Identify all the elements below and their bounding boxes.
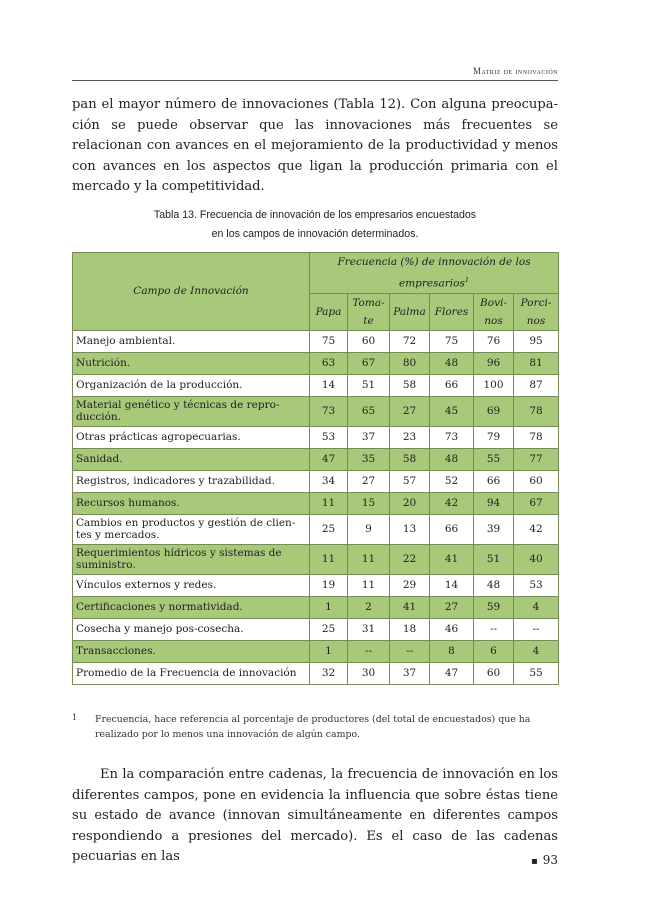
row-value: 67 <box>514 492 559 514</box>
row-value: 100 <box>474 374 514 396</box>
table-row <box>73 352 559 374</box>
table-row <box>73 396 559 426</box>
row-value: -- <box>474 618 514 640</box>
column-header: Palma <box>390 293 430 330</box>
table-row <box>73 514 559 544</box>
row-value: 14 <box>430 574 474 596</box>
row-label: Registros, indicadores y trazabilidad. <box>73 470 310 492</box>
row-value: 23 <box>390 426 430 448</box>
row-value: 96 <box>474 352 514 374</box>
row-label: Cambios en productos y gestión de clientes y mercados. <box>73 514 310 544</box>
row-value: 58 <box>390 374 430 396</box>
row-value: 73 <box>310 396 348 426</box>
row-value: 27 <box>390 396 430 426</box>
row-value: 46 <box>430 618 474 640</box>
row-value: 2 <box>348 596 390 618</box>
row-value: 18 <box>390 618 430 640</box>
table-row <box>73 596 559 618</box>
row-value: 48 <box>430 448 474 470</box>
table-row <box>73 544 559 574</box>
row-value: 20 <box>390 492 430 514</box>
row-value: 11 <box>310 544 348 574</box>
row-value: 13 <box>390 514 430 544</box>
row-value: 45 <box>430 396 474 426</box>
row-value: 80 <box>390 352 430 374</box>
row-value: 42 <box>430 492 474 514</box>
row-value: 77 <box>514 448 559 470</box>
row-value: 78 <box>514 396 559 426</box>
row-value: 9 <box>348 514 390 544</box>
row-label: Otras prácticas agropecuarias. <box>73 426 310 448</box>
row-value: 75 <box>430 330 474 352</box>
row-value: 32 <box>310 662 348 684</box>
row-value: 1 <box>310 640 348 662</box>
column-header: Porci- nos <box>514 293 559 330</box>
body-paragraph-top: pan el mayor número de innovaciones (Tabla 12). Con alguna preocupación se puede observar que las innovaciones más frecuentes se relacionan con avances en el mejoramiento de la productividad y menos con avances en los aspectos que ligan la producción primaria con el mercado y la competitividad. <box>72 97 558 194</box>
row-value: 53 <box>310 426 348 448</box>
row-label: Manejo ambiental. <box>73 330 310 352</box>
row-value: 53 <box>514 574 559 596</box>
row-label: Promedio de la Frecuencia de innovación <box>73 662 310 684</box>
row-value: 34 <box>310 470 348 492</box>
row-value: 37 <box>348 426 390 448</box>
row-value: 51 <box>348 374 390 396</box>
table-row <box>73 330 559 352</box>
row-value: 47 <box>430 662 474 684</box>
row-value: 95 <box>514 330 559 352</box>
row-value: 39 <box>474 514 514 544</box>
row-value: 60 <box>514 470 559 492</box>
row-value: 60 <box>474 662 514 684</box>
running-head: Matriz de innovación <box>472 66 558 76</box>
row-value: -- <box>348 640 390 662</box>
column-header: Papa <box>310 293 348 330</box>
row-label: Material genético y técnicas de reproducción. <box>73 396 310 426</box>
row-value: 59 <box>474 596 514 618</box>
row-value: 87 <box>514 374 559 396</box>
row-value: 76 <box>474 330 514 352</box>
row-value: 72 <box>390 330 430 352</box>
column-header: Toma- te <box>348 293 390 330</box>
row-value: 11 <box>348 544 390 574</box>
row-value: 19 <box>310 574 348 596</box>
row-value: 1 <box>310 596 348 618</box>
row-value: 81 <box>514 352 559 374</box>
row-value: 67 <box>348 352 390 374</box>
row-value: 30 <box>348 662 390 684</box>
row-label: Certificaciones y normatividad. <box>73 596 310 618</box>
row-value: 94 <box>474 492 514 514</box>
row-value: 58 <box>390 448 430 470</box>
table-row <box>73 618 559 640</box>
row-value: 11 <box>348 574 390 596</box>
table-row <box>73 574 559 596</box>
row-label: Nutrición. <box>73 352 310 374</box>
table-caption-line-2: en los campos de innovación determinados. <box>211 228 419 240</box>
row-value: 65 <box>348 396 390 426</box>
row-value: 41 <box>390 596 430 618</box>
row-label: Requerimientos hídricos y sistemas de suministro. <box>73 544 310 574</box>
row-value: -- <box>514 618 559 640</box>
row-value: 25 <box>310 514 348 544</box>
row-label: Cosecha y manejo pos-cosecha. <box>73 618 310 640</box>
row-label: Transacciones. <box>73 640 310 662</box>
row-value: 27 <box>430 596 474 618</box>
row-value: 4 <box>514 596 559 618</box>
column-header: Flores <box>430 293 474 330</box>
row-value: 52 <box>430 470 474 492</box>
table-row <box>73 448 559 470</box>
row-value: 6 <box>474 640 514 662</box>
header-field: Campo de Innovación <box>73 253 310 331</box>
body-paragraph-bottom: En la comparación entre cadenas, la frecuencia de innovación en los diferentes campos, pone en evidencia la influencia que sobre éstas tiene su estado de avance (innovan simultáneamente en diferentes campos respondiendo a presiones del mercado). Es el caso de las cadenas pecuarias en las <box>72 767 558 864</box>
page-number: ▪ 93 <box>530 853 558 867</box>
row-value: 15 <box>348 492 390 514</box>
row-value: 35 <box>348 448 390 470</box>
row-value: 22 <box>390 544 430 574</box>
row-value: 75 <box>310 330 348 352</box>
row-value: 25 <box>310 618 348 640</box>
row-value: 48 <box>474 574 514 596</box>
row-value: 47 <box>310 448 348 470</box>
table-row <box>73 470 559 492</box>
row-label: Vínculos externos y redes. <box>73 574 310 596</box>
row-value: 55 <box>474 448 514 470</box>
header-rule <box>72 80 558 81</box>
row-value: 48 <box>430 352 474 374</box>
header-group: Frecuencia (%) de innovación de los empresarios$^1$ <box>310 253 559 294</box>
row-value: 57 <box>390 470 430 492</box>
row-value: 29 <box>390 574 430 596</box>
row-value: 8 <box>430 640 474 662</box>
innovation-frequency-table <box>72 252 559 685</box>
row-value: 73 <box>430 426 474 448</box>
row-value: 40 <box>514 544 559 574</box>
row-value: 51 <box>474 544 514 574</box>
table-caption-line-1: Tabla 13. Frecuencia de innovación de los empresarios encuestados <box>153 209 477 221</box>
row-value: 31 <box>348 618 390 640</box>
row-value: 69 <box>474 396 514 426</box>
row-value: 66 <box>430 514 474 544</box>
row-label: Sanidad. <box>73 448 310 470</box>
table-caption <box>72 206 558 244</box>
row-label: Organización de la producción. <box>73 374 310 396</box>
row-value: 63 <box>310 352 348 374</box>
row-value: 41 <box>430 544 474 574</box>
row-value: 78 <box>514 426 559 448</box>
table-row <box>73 492 559 514</box>
row-label: Recursos humanos. <box>73 492 310 514</box>
row-value: 27 <box>348 470 390 492</box>
column-header: Bovi- nos <box>474 293 514 330</box>
row-value: 42 <box>514 514 559 544</box>
table-row <box>73 640 559 662</box>
row-value: 37 <box>390 662 430 684</box>
table-row <box>73 662 559 684</box>
row-value: 4 <box>514 640 559 662</box>
row-value: 11 <box>310 492 348 514</box>
footnote-text: Frecuencia, hace referencia al porcentaje de productores (del total de encuestados) que ha realizado por lo menos una innovación de algún campo. <box>95 714 531 740</box>
row-value: 79 <box>474 426 514 448</box>
row-value: 60 <box>348 330 390 352</box>
bullet-icon: ▪ <box>530 856 538 867</box>
row-value: -- <box>390 640 430 662</box>
row-value: 55 <box>514 662 559 684</box>
table-row <box>73 374 559 396</box>
table-row <box>73 426 559 448</box>
row-value: 66 <box>474 470 514 492</box>
row-value: 14 <box>310 374 348 396</box>
footnote-mark: 1 <box>72 713 78 722</box>
row-value: 66 <box>430 374 474 396</box>
